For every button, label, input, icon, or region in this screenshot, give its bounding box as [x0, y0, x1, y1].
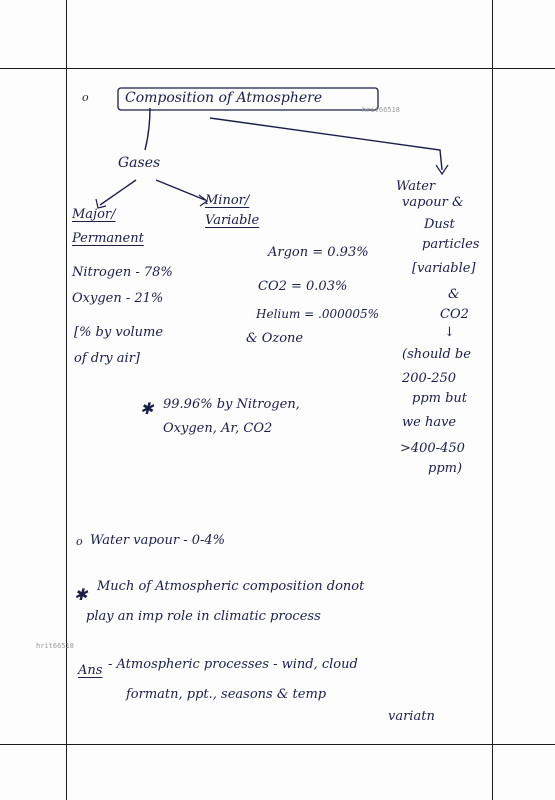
- answer-label: Ans: [78, 663, 103, 678]
- major-note: [% by volume: [74, 325, 164, 340]
- title-to-gases-branch: [145, 108, 150, 150]
- water-line: ppm): [428, 461, 463, 476]
- watermark: hrit66518: [36, 642, 74, 650]
- climate-line1: Much of Atmospheric composition donot: [97, 579, 365, 594]
- title-to-water-branch: [210, 118, 442, 170]
- major-subheading: Permanent: [72, 231, 144, 246]
- star-note-line2: Oxygen, Ar, CO2: [163, 421, 273, 436]
- water-line: 200-250: [402, 371, 457, 386]
- water-line: vapour &: [402, 195, 464, 210]
- water-line: &: [448, 287, 460, 302]
- water-line: we have: [402, 415, 457, 430]
- water-line: ppm but: [412, 391, 468, 406]
- star-note-line1: 99.96% by Nitrogen,: [163, 397, 300, 412]
- major-heading: Major/: [72, 207, 116, 222]
- star-icon: ✱: [140, 399, 154, 418]
- major-note-cont: of dry air]: [74, 351, 140, 366]
- major-item-oxygen: Oxygen - 21%: [72, 291, 164, 306]
- minor-item-helium: Helium = .000005%: [256, 307, 380, 321]
- water-line: ↓: [444, 325, 455, 340]
- climate-line2: play an imp role in climatic process: [86, 609, 321, 624]
- gases-to-major-branch: [100, 180, 136, 205]
- water-line: [variable]: [412, 261, 476, 276]
- minor-extra-ozone: & Ozone: [246, 331, 304, 346]
- gases-label: Gases: [118, 155, 161, 171]
- answer-line3: variatn: [388, 709, 435, 724]
- gases-to-minor-branch: [156, 180, 205, 200]
- major-item-nitrogen: Nitrogen - 78%: [72, 265, 173, 280]
- minor-item-co2: CO2 = 0.03%: [258, 279, 348, 294]
- water-line: particles: [422, 237, 480, 252]
- answer-line2: formatn, ppt., seasons & temp: [126, 687, 327, 702]
- watermark: hrit66518: [362, 106, 400, 114]
- bullet-icon: o: [76, 535, 83, 548]
- answer-line1: - Atmospheric processes - wind, cloud: [108, 657, 358, 672]
- star-icon: ✱: [74, 585, 88, 604]
- minor-heading: Minor/: [205, 193, 250, 208]
- water-line: Dust: [424, 217, 455, 232]
- water-line: Water: [396, 179, 436, 194]
- water-line: (should be: [402, 347, 471, 362]
- page-title: Composition of Atmosphere: [125, 90, 323, 106]
- minor-subheading: Variable: [205, 213, 260, 228]
- water-vapour-line: Water vapour - 0-4%: [90, 533, 226, 548]
- water-line: CO2: [440, 307, 469, 322]
- water-line: >400-450: [400, 441, 465, 456]
- bullet-icon: o: [82, 91, 89, 104]
- minor-item-argon: Argon = 0.93%: [268, 245, 369, 260]
